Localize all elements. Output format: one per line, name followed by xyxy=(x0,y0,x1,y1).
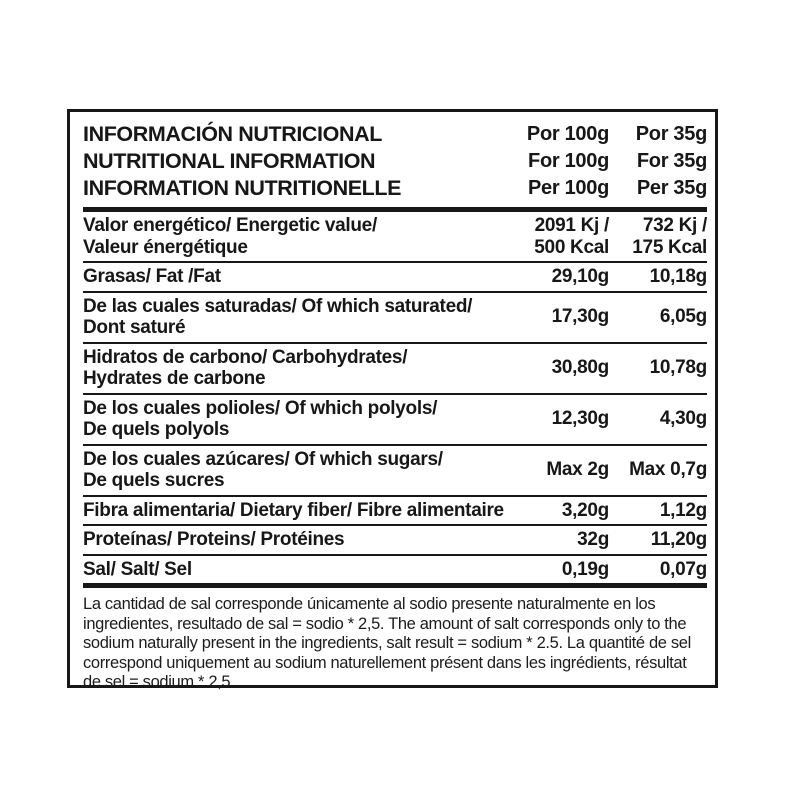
header-per-100g-fr: Per 100g xyxy=(528,177,609,199)
nutrition-panel xyxy=(67,109,718,691)
table-row-fat xyxy=(83,263,707,293)
value-per-35g xyxy=(609,215,707,258)
header-per-35g-es: Por 35g xyxy=(635,123,707,145)
salt-footnote: La cantidad de sal corresponde únicamente al sodio presente naturalmente en los ingredientes, resultado de sal = sodio * 2,5. The amount of salt corresponds only to the sodium naturally present in the ingredients, salt result = sodium * 2.5. La quantité de sel correspond uniquement au sodium naturellement présent dans les ingrédients, résultat de sel = sodium * 2,5. xyxy=(83,595,691,691)
value-per-35g: 11,20g xyxy=(650,529,707,550)
value-per-100g: 32g xyxy=(577,529,609,550)
value-per-35g: 10,18g xyxy=(649,266,707,287)
value-per-35g: 4,30g xyxy=(659,408,707,430)
header-title-es: INFORMACIÓN NUTRICIONAL xyxy=(83,122,382,146)
value-per-35g: 1,12g xyxy=(659,499,707,521)
table-row-sugars xyxy=(83,446,707,497)
value-per-100g: Max 2g xyxy=(546,459,609,481)
nutrient-name-line: Hydrates de carbone xyxy=(83,368,266,389)
value-line: 2091 Kj / xyxy=(534,215,609,236)
value-per-100g: 0,19g xyxy=(561,558,609,580)
header-title-fr: INFORMATION NUTRITIONELLE xyxy=(83,176,402,200)
value-line: 175 Kcal xyxy=(632,236,707,258)
value-per-100g: 3,20g xyxy=(561,499,609,521)
nutrient-name-line: Hidratos de carbono/ Carbohydrates/ xyxy=(83,346,408,368)
header-per-100g-es: Por 100g xyxy=(526,123,609,145)
header-titles xyxy=(83,121,507,202)
header-title-en: NUTRITIONAL INFORMATION xyxy=(83,149,376,173)
nutrient-name xyxy=(83,449,507,492)
table-row-polyols xyxy=(83,395,707,446)
nutrient-name-line: Valeur énergétique xyxy=(83,236,248,258)
nutrient-name-line: De los cuales polioles/ Of which polyols/ xyxy=(83,397,438,419)
nutrient-name: Proteínas/ Proteins/ Protéines xyxy=(83,529,345,550)
value-per-100g xyxy=(507,215,609,258)
nutrient-name-line: De quels polyols xyxy=(83,419,230,440)
table-row-energy xyxy=(83,212,707,263)
value-per-100g: 17,30g xyxy=(551,306,609,328)
value-per-100g: 30,80g xyxy=(551,357,609,379)
table-header xyxy=(83,119,707,207)
nutrient-name xyxy=(83,398,507,441)
value-per-35g: 0,07g xyxy=(659,558,707,580)
table-row-proteins xyxy=(83,526,707,556)
table-row-salt xyxy=(83,556,707,584)
table-row-saturated xyxy=(83,293,707,344)
nutrient-name-line: De quels sucres xyxy=(83,470,225,491)
header-col-per-35g xyxy=(609,121,707,202)
table-row-fiber xyxy=(83,497,707,527)
nutrient-name xyxy=(83,296,507,339)
header-col-per-100g xyxy=(507,121,609,202)
value-per-100g: 12,30g xyxy=(551,408,609,430)
header-per-35g-fr: Per 35g xyxy=(636,177,707,199)
value-per-100g: 29,10g xyxy=(551,266,609,287)
header-per-35g-en: For 35g xyxy=(636,150,707,172)
nutrient-name-line: De las cuales saturadas/ Of which saturated/ xyxy=(83,295,473,317)
nutrient-name xyxy=(83,215,507,258)
nutrient-name: Sal/ Salt/ Sel xyxy=(83,558,192,580)
value-line: 500 Kcal xyxy=(534,236,609,258)
value-per-35g: Max 0,7g xyxy=(629,459,707,481)
header-per-100g-en: For 100g xyxy=(528,150,609,172)
nutrient-name: Fibra alimentaria/ Dietary fiber/ Fibre alimentaire xyxy=(83,499,504,521)
nutrient-name-line: De los cuales azúcares/ Of which sugars/ xyxy=(83,448,443,470)
value-per-35g: 10,78g xyxy=(649,357,707,379)
nutrient-name xyxy=(83,347,507,390)
nutrient-name-line: Valor energético/ Energetic value/ xyxy=(83,215,377,236)
value-line: 732 Kj / xyxy=(642,215,707,236)
value-per-35g: 6,05g xyxy=(659,306,707,328)
nutrient-name-line: Dont saturé xyxy=(83,317,186,338)
nutrient-name: Grasas/ Fat /Fat xyxy=(83,266,221,287)
table-row-carbohydrates xyxy=(83,344,707,395)
footer-divider-bar xyxy=(83,583,707,588)
